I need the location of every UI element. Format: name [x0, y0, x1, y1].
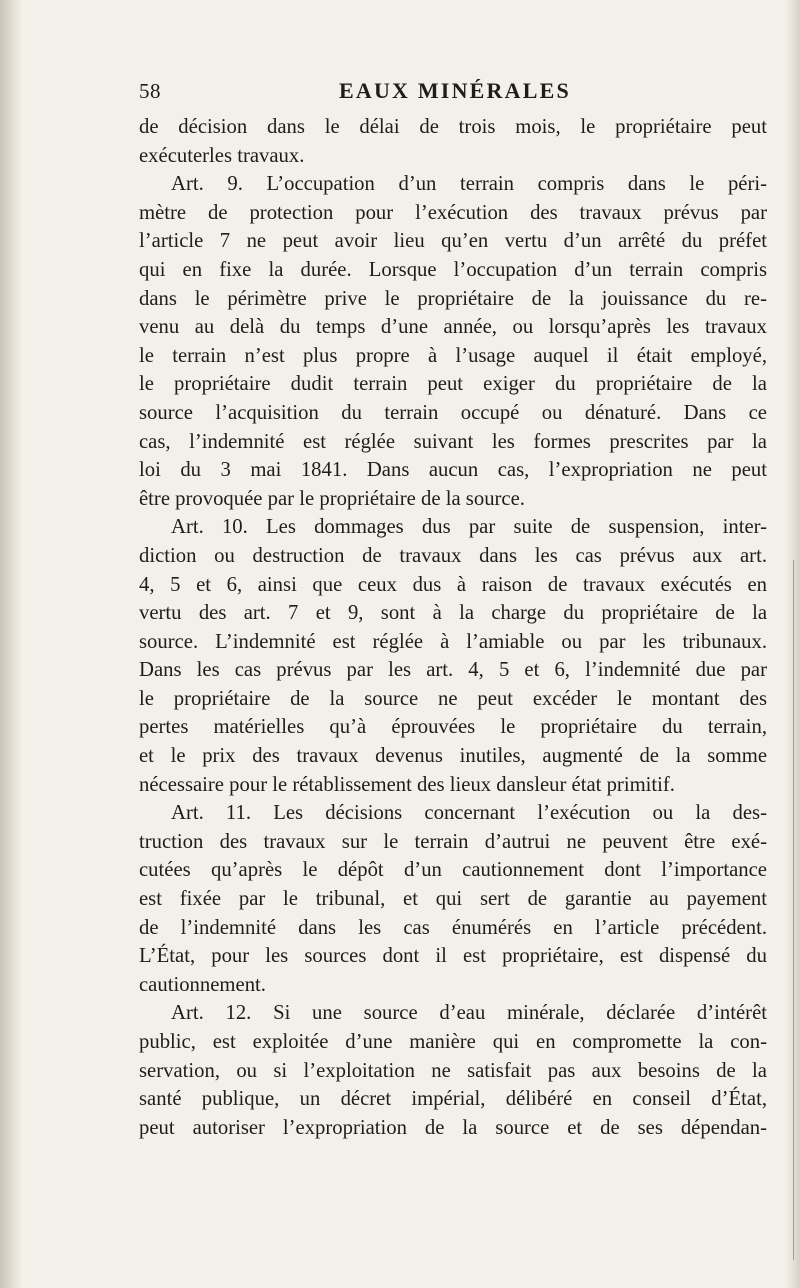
- page-header: [139, 76, 769, 112]
- text-line-6: qui en fixe la durée. Lorsque l’occupation d’un terrain compris: [139, 258, 767, 281]
- text-line-9: le terrain n’est plus propre à l’usage auquel il était employé,: [139, 344, 767, 367]
- text-line-28: est fixée par le tribunal, et qui sert de garantie au payement: [139, 888, 767, 911]
- text-line-35: santé publique, un décret impérial, délibéré en conseil d’État,: [139, 1088, 767, 1111]
- text-line-21: le propriétaire de la source ne peut excéder le montant des: [139, 687, 767, 710]
- text-line-13: loi du 3 mai 1841. Dans aucun cas, l’expropriation ne peut: [139, 459, 767, 482]
- text-line-2: exécuterles travaux.: [139, 144, 305, 167]
- text-line-32: Art. 12. Si une source d’eau minérale, déclarée d’intérêt: [171, 1002, 767, 1025]
- running-head: EAUX MINÉRALES: [339, 78, 571, 103]
- text-line-10: le propriétaire dudit terrain peut exiger du propriétaire de la: [139, 373, 767, 396]
- text-line-33: public, est exploitée d’une manière qui en compromette la con-: [139, 1031, 767, 1053]
- page-number: 58: [139, 79, 161, 103]
- text-line-36: peut autoriser l’expropriation de la source et de ses dépendan-: [139, 1116, 767, 1139]
- text-line-20: Dans les cas prévus par les art. 4, 5 et 6, l’indemnité due par: [139, 659, 767, 682]
- text-line-22: pertes matérielles qu’à éprouvées le propriétaire du terrain,: [139, 716, 767, 739]
- text-line-16: diction ou destruction de travaux dans les cas prévus aux art.: [139, 544, 767, 567]
- body-text: [139, 113, 767, 1142]
- text-line-3: Art. 9. L’occupation d’un terrain compris dans le péri-: [171, 173, 767, 196]
- text-line-11: source l’acquisition du terrain occupé ou dénaturé. Dans ce: [139, 401, 767, 424]
- text-line-19: source. L’indemnité est réglée à l’amiable ou par les tribunaux.: [139, 630, 767, 653]
- text-line-25: Art. 11. Les décisions concernant l’exécution ou la des-: [171, 802, 767, 825]
- text-line-12: cas, l’indemnité est réglée suivant les formes prescrites par la: [139, 430, 767, 453]
- text-line-4: mètre de protection pour l’exécution des travaux prévus par: [139, 201, 767, 224]
- text-line-30: L’État, pour les sources dont il est propriétaire, est dispensé du: [139, 945, 767, 968]
- page-edge-line: [793, 560, 794, 1260]
- text-line-31: cautionnement.: [139, 973, 266, 996]
- text-line-1: de décision dans le délai de trois mois, le propriétaire peut: [139, 116, 767, 138]
- text-line-15: Art. 10. Les dommages dus par suite de suspension, inter-: [171, 516, 767, 539]
- text-line-18: vertu des art. 7 et 9, sont à la charge du propriétaire de la: [139, 602, 767, 625]
- text-line-29: de l’indemnité dans les cas énumérés en l’article précédent.: [139, 916, 767, 939]
- text-line-24: nécessaire pour le rétablissement des lieux dansleur état primitif.: [139, 773, 675, 796]
- text-line-8: venu au delà du temps d’une année, ou lorsqu’après les travaux: [139, 316, 767, 339]
- binding-shadow: [0, 0, 22, 1288]
- text-line-23: et le prix des travaux devenus inutiles, augmenté de la somme: [139, 745, 767, 768]
- text-line-34: servation, ou si l’exploitation ne satisfait pas aux besoins de la: [139, 1059, 767, 1082]
- text-line-27: cutées qu’après le dépôt d’un cautionnement dont l’importance: [139, 859, 767, 882]
- text-line-26: truction des travaux sur le terrain d’autrui ne peuvent être exé-: [139, 830, 767, 853]
- text-line-7: dans le périmètre prive le propriétaire de la jouissance du re-: [139, 287, 767, 310]
- text-line-17: 4, 5 et 6, ainsi que ceux dus à raison de travaux exécutés en: [139, 573, 767, 596]
- text-line-14: être provoquée par le propriétaire de la source.: [139, 487, 525, 510]
- text-line-5: l’article 7 ne peut avoir lieu qu’en vertu d’un arrêté du préfet: [139, 230, 767, 253]
